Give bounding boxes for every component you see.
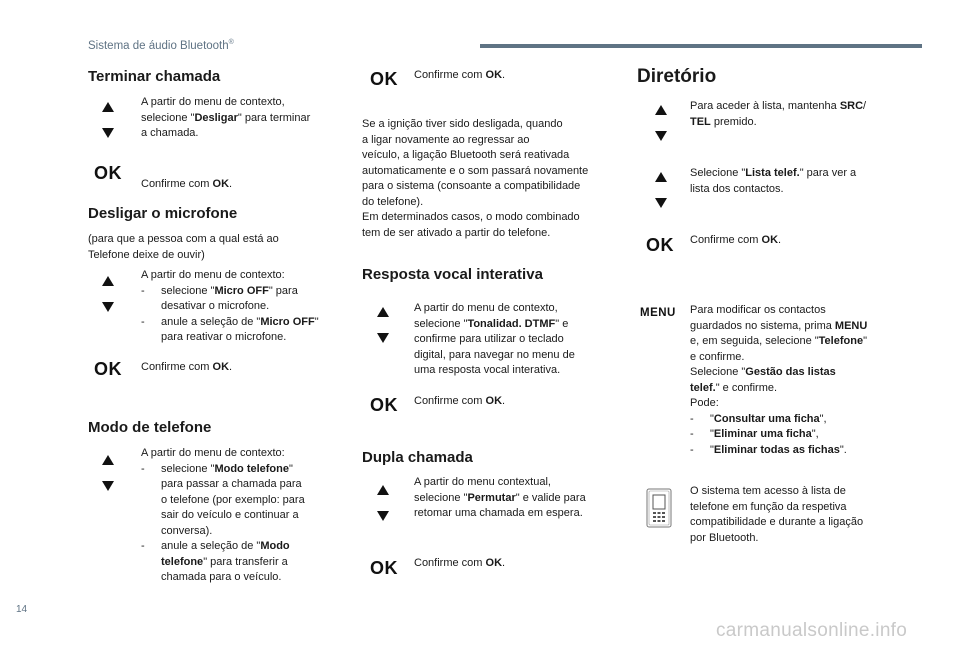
section-title-terminar: Terminar chamada — [88, 68, 221, 85]
diretorio-step2-line2: lista dos contactos. — [690, 182, 784, 195]
desligar-step1 — [141, 268, 351, 346]
dupla-line2-pre: selecione " — [414, 491, 468, 504]
dupla-line2-post: " e valide para — [515, 491, 586, 504]
desligar-options-list — [141, 284, 351, 346]
desligar-step2 — [141, 360, 232, 376]
diretorio-step1-line2 — [690, 115, 900, 131]
section-title-desligar: Desligar o microfone — [88, 205, 238, 222]
diretorio-step3-post: . — [778, 234, 782, 246]
modo-item2-pre: anule a seleção de " — [161, 540, 261, 552]
col2-confirm-post: . — [502, 69, 506, 81]
up-down-arrows-icon — [654, 105, 668, 143]
modo-item1-post: " — [289, 462, 293, 475]
terminar-step1-bold: Desligar — [194, 111, 238, 124]
opt2-bold: Eliminar uma ficha — [713, 428, 812, 440]
list-item — [141, 315, 351, 346]
desligar-item2-line2: para reativar o microfone. — [161, 331, 287, 343]
paragraph-line: automaticamente e o som passará novamente — [362, 164, 589, 177]
opt1-bold: Consultar uma ficha — [713, 412, 820, 425]
opt3-pre: " — [710, 443, 714, 456]
modo-item2-bold: Modo — [260, 540, 290, 552]
diretorio-step2-pre: Selecione " — [690, 167, 746, 179]
diretorio-step4-line2-bold: MENU — [834, 319, 868, 332]
diretorio-step2 — [690, 166, 900, 197]
desligar-item1-line2: desativar o microfone. — [161, 300, 270, 312]
opt2-pre: " — [710, 428, 714, 440]
terminar-step1-line1: A partir do menu de contexto, — [141, 96, 285, 108]
up-down-arrows-icon — [376, 485, 390, 523]
diretorio-step4-line3-bold: Telefone — [818, 335, 864, 347]
header-title-text: Sistema de áudio Bluetooth — [88, 39, 229, 52]
resposta-line2 — [414, 317, 614, 333]
resposta-line4: digital, para navegar no menu de — [414, 348, 575, 361]
dupla-confirm — [414, 556, 505, 572]
diretorio-step4-line1: Para modificar os contactos — [690, 304, 826, 316]
paragraph-line: para o sistema (consoante a compatibilidade — [362, 180, 581, 192]
header-bar — [480, 44, 922, 48]
dupla-line2 — [414, 491, 624, 507]
list-item — [690, 427, 905, 443]
diretorio-step3-pre: Confirme com — [690, 234, 762, 246]
diretorio-step2-post: " para ver a — [799, 167, 857, 179]
terminar-step2-pre: Confirme com — [141, 178, 213, 190]
paragraph-line: a ligar novamente ao regressar ao — [362, 133, 530, 146]
resposta-confirm-bold: OK — [485, 395, 503, 407]
diretorio-step4-line4: e confirme. — [690, 350, 745, 363]
paragraph-line: veículo, a ligação Bluetooth será reativada — [362, 149, 570, 161]
diretorio-step5 — [690, 484, 905, 546]
resposta-confirm — [414, 394, 505, 410]
page-number: 14 — [16, 604, 28, 615]
terminar-step1-line2 — [141, 111, 341, 127]
modo-step1-lead: A partir do menu de contexto: — [141, 447, 285, 459]
modo-item1-line5: conversa). — [161, 524, 213, 537]
dupla-confirm-post: . — [502, 557, 506, 569]
resposta-step1 — [414, 301, 614, 379]
opt3-bold: Eliminar todas as fichas — [713, 443, 840, 456]
diretorio-step1 — [690, 99, 900, 130]
terminar-step1-line3: a chamada. — [141, 127, 199, 139]
diretorio-step2-bold: Lista telef. — [745, 167, 800, 179]
terminar-step2 — [141, 177, 232, 193]
terminar-step2-post: . — [229, 178, 233, 190]
up-down-arrows-icon — [376, 307, 390, 345]
dupla-line1: A partir do menu contextual, — [414, 476, 551, 488]
list-item — [141, 284, 351, 315]
bluetooth-reactivation-paragraph — [362, 117, 620, 241]
opt1-pre: " — [710, 412, 714, 425]
diretorio-step4-line3-pre: e, em seguida, selecione " — [690, 335, 819, 347]
section-title-dupla: Dupla chamada — [362, 449, 473, 466]
desligar-item1-post: " para — [268, 284, 298, 297]
opt2-post: ", — [811, 428, 819, 440]
diretorio-step1-bold2: TEL — [690, 115, 711, 128]
diretorio-step4-line5-bold: Gestão das listas — [745, 366, 836, 378]
up-down-arrows-icon — [101, 102, 115, 140]
diretorio-step1-post2: premido. — [710, 115, 757, 128]
diretorio-step4-line6 — [690, 381, 905, 397]
resposta-confirm-pre: Confirme com — [414, 395, 486, 407]
modo-item1-pre: selecione " — [161, 462, 215, 475]
terminar-step1-pre: selecione " — [141, 111, 195, 124]
modo-item1-bold: Modo telefone — [214, 462, 289, 475]
diretorio-step4 — [690, 303, 905, 458]
section-title-resposta: Resposta vocal interativa — [362, 266, 543, 283]
terminar-step1 — [141, 95, 341, 142]
modo-item1-line4: sair do veículo e continuar a — [161, 509, 299, 521]
diretorio-step4-line3 — [690, 334, 905, 350]
ok-button-icon: OK — [94, 359, 122, 379]
desligar-step2-pre: Confirme com — [141, 361, 213, 373]
diretorio-step4-line2 — [690, 319, 905, 335]
ok-button-icon: OK — [94, 163, 122, 183]
diretorio-step4-line5 — [690, 365, 905, 381]
modo-step1 — [141, 446, 351, 586]
diretorio-step1-pre: Para aceder à lista, mantenha — [690, 100, 840, 112]
desligar-intro-line1: (para que a pessoa com a qual está ao — [88, 233, 279, 245]
paragraph-line: Em determinados casos, o modo combinado — [362, 211, 580, 223]
dupla-line3: retomar uma chamada em espera. — [414, 507, 583, 519]
desligar-intro — [88, 232, 338, 263]
diretorio-step5-line4: por Bluetooth. — [690, 531, 759, 544]
list-item — [690, 412, 905, 428]
ok-button-icon: OK — [370, 69, 398, 89]
paragraph-line: do telefone). — [362, 195, 424, 208]
diretorio-step1-line1 — [690, 99, 900, 115]
opt3-post: ". — [839, 443, 847, 456]
diretorio-step2-line1 — [690, 166, 900, 182]
diretorio-step3-bold: OK — [761, 234, 779, 246]
modo-item2-line2-bold: telefone — [161, 555, 204, 568]
diretorio-step5-line1: O sistema tem acesso à lista de — [690, 485, 846, 497]
diretorio-step1-post1: / — [863, 100, 867, 112]
header-title — [88, 39, 234, 52]
list-item — [141, 539, 351, 586]
opt1-post: ", — [819, 412, 827, 425]
dupla-confirm-pre: Confirme com — [414, 557, 486, 569]
col2-confirm-pre: Confirme com — [414, 69, 486, 81]
resposta-line2-post: " e — [555, 317, 569, 330]
dupla-line2-bold: Permutar — [467, 491, 516, 504]
modo-item2-line3: chamada para o veículo. — [161, 571, 282, 583]
watermark-text: carmanualsonline.info — [716, 620, 908, 641]
up-down-arrows-icon — [654, 172, 668, 210]
diretorio-step3 — [690, 233, 781, 249]
dupla-step1 — [414, 475, 624, 522]
diretorio-options-list — [690, 412, 905, 459]
ok-button-icon: OK — [646, 235, 674, 255]
list-item — [690, 443, 905, 459]
desligar-intro-line2: Telefone deixe de ouvir) — [88, 248, 205, 261]
diretorio-step4-line5-pre: Selecione " — [690, 366, 746, 378]
mobile-phone-icon — [646, 488, 672, 533]
diretorio-step4-line3-post: " — [863, 335, 867, 347]
terminar-step1-post: " para terminar — [237, 111, 311, 124]
resposta-line2-bold: Tonalidad. DTMF — [467, 317, 556, 330]
modo-options-list — [141, 462, 351, 586]
diretorio-step1-bold1: SRC — [839, 100, 864, 112]
resposta-confirm-post: . — [502, 395, 506, 407]
up-down-arrows-icon — [101, 276, 115, 314]
resposta-line3: confirme para utilizar o teclado — [414, 333, 564, 345]
list-item — [141, 462, 351, 540]
menu-button-icon: MENU — [640, 307, 676, 319]
ok-button-icon: OK — [370, 395, 398, 415]
col2-confirm-bold: OK — [485, 69, 503, 81]
desligar-item1-pre: selecione " — [161, 284, 215, 297]
header-title-mark: ® — [228, 39, 234, 46]
diretorio-step4-line7: Pode: — [690, 397, 719, 409]
diretorio-step4-line6-bold: telef. — [690, 381, 716, 394]
desligar-step2-post: . — [229, 361, 233, 373]
col2-confirm — [414, 68, 505, 84]
desligar-item1-bold: Micro OFF — [214, 284, 269, 297]
resposta-line5: uma resposta vocal interativa. — [414, 364, 561, 376]
resposta-line1: A partir do menu de contexto, — [414, 302, 558, 314]
paragraph-line: tem de ser ativado a partir do telefone. — [362, 226, 551, 239]
dupla-confirm-bold: OK — [485, 557, 503, 569]
desligar-item2-pre: anule a seleção de " — [161, 315, 261, 328]
modo-item1-line2: para passar a chamada para — [161, 478, 302, 490]
modo-item2-line2-post: " para transferir a — [203, 555, 288, 568]
terminar-step2-bold: OK — [212, 178, 230, 190]
ok-button-icon: OK — [370, 558, 398, 578]
resposta-line2-pre: selecione " — [414, 317, 468, 330]
section-title-diretorio: Diretório — [637, 66, 717, 87]
desligar-item2-post: " — [314, 315, 319, 328]
up-down-arrows-icon — [101, 455, 115, 493]
desligar-step1-lead: A partir do menu de contexto: — [141, 269, 285, 281]
diretorio-step5-line3: compatibilidade e durante a ligação — [690, 516, 864, 528]
modo-item1-line3: o telefone (por exemplo: para — [161, 493, 305, 506]
desligar-item2-bold: Micro OFF — [260, 315, 315, 328]
diretorio-step5-line2: telefone em função da respetiva — [690, 500, 847, 513]
paragraph-line: Se a ignição tiver sido desligada, quando — [362, 118, 563, 130]
diretorio-step4-line2-pre: guardados no sistema, prima — [690, 319, 835, 332]
diretorio-step4-line6-post: " e confirme. — [715, 381, 778, 394]
section-title-modo: Modo de telefone — [88, 419, 212, 436]
desligar-step2-bold: OK — [212, 361, 230, 373]
